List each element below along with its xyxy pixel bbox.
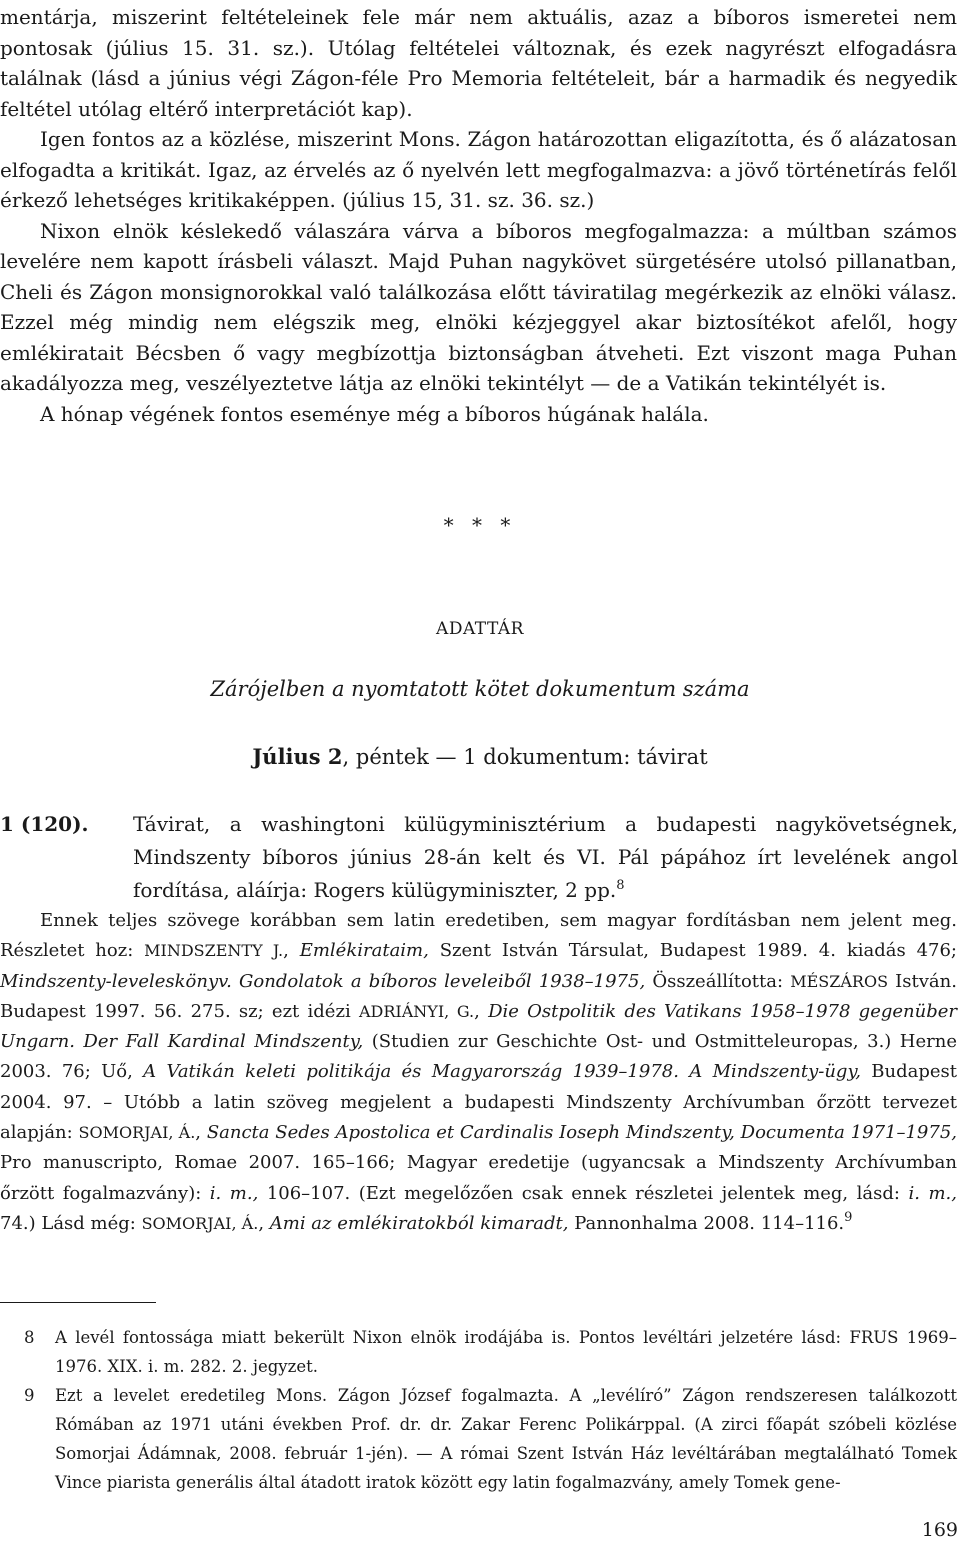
section-title: ADATTÁR	[436, 619, 524, 639]
note-text: Pro manuscripto, Romae 2007. 165–166; Magyar eredetije (ugyancsak a Mindszenty Archívumban őrzött fogalmazvány):	[0, 1152, 957, 1204]
work-title: A Vatikán keleti politikája és Magyarország 1939–1978. A Mindszenty-ügy,	[143, 1061, 861, 1083]
footnote	[0, 1381, 957, 1497]
author-name: SOMORJAI, Á.	[78, 1123, 196, 1143]
footnote	[0, 1323, 957, 1381]
note-text: 106–107. (Ezt megelőzően csak ennek részletei jelentek meg, lásd:	[258, 1182, 909, 1204]
note-paragraph	[0, 906, 957, 1239]
work-title: Ami az emlékiratokból kimaradt,	[269, 1212, 569, 1234]
footnote-number: 8	[24, 1328, 35, 1347]
document-note	[0, 906, 957, 1239]
work-title: i. m.,	[908, 1182, 958, 1204]
section-subtitle: Zárójelben a nyomtatott kötet dokumentum száma	[210, 677, 750, 701]
document-number: 1 (120).	[0, 812, 89, 836]
note-text: Ennek teljes szövege korábban sem latin eredetiben, sem magyar fordításban nem jelent meg. Részletet hoz:	[0, 910, 957, 962]
footnote-ref-8: 8	[616, 878, 625, 893]
body-text	[0, 2, 957, 429]
footnotes	[0, 1323, 957, 1497]
paragraph: A hónap végének fontos eseménye még a bíboros húgának halála.	[40, 401, 709, 426]
work-title: Mindszenty-leveleskönyv. Gondolatok a bíboros leveleiből 1938–1975,	[0, 970, 646, 992]
paragraph: Nixon elnök késlekedő válaszára várva a bíboros megfogalmazza: a múltban számos levelére nem kapott írásbeli választ. Majd Puhan nagykövet sürgetésére utolsó pillanatban, Cheli és Zágon monsignorokkal való találkozása előtt táviratilag megérkezik az elnöki válasz. Ezzel még mindig nem elégszik meg, elnöki kézjeggyel akar biztosítékot afelől, hogy emlékiratait Bécsben ő vagy megbízottja biztonságban átveheti. Ezt viszont maga Puhan akadályozza meg, veszélyeztetve látja az elnöki tekintélyt — de a Vatikán tekintélyét is.	[0, 218, 957, 395]
paragraph: Igen fontos az a közlése, miszerint Mons. Zágon határozottan eligazította, és ő alázatosan elfogadta a kritikát. Igaz, az érvelés az ő nyelvén lett megfogalmazva: a jövő történetírás felől érkező lehetséges kritikaképpen. (július 15, 31. sz. 36. sz.)	[0, 127, 957, 212]
date-heading	[0, 744, 960, 769]
page-number: 169	[921, 1519, 958, 1541]
paragraph: mentárja, miszerint feltételeinek fele már nem aktuális, azaz a bíboros ismeretei nem pontosak (július 15. 31. sz.). Utólag feltételei változnak, és ezek nagyrészt elfogadásra találnak (lásd a június végi Zágon-féle Pro Memoria feltételeit, bár a harmadik és negyedik feltétel utólag eltérő interpretációt kap).	[0, 5, 957, 121]
work-title: i. m.,	[209, 1182, 259, 1204]
work-title: Emlékirataim,	[299, 940, 429, 962]
footnote-ref-9: 9	[844, 1209, 853, 1225]
note-text: (Studien zur Geschichte Ost- und Ostmitteleuropas, 3.) Herne 2003. 76; Uő,	[0, 1031, 957, 1083]
work-title: Sancta Sedes Apostolica et Cardinalis Ioseph Mindszenty, Documenta 1971–1975,	[206, 1122, 958, 1144]
note-text: István. Budapest 1997. 56. 275. sz; ezt idézi	[0, 970, 957, 1022]
author-name: MINDSZENTY J.	[144, 941, 284, 961]
date-heading-bold: Július 2	[252, 744, 343, 769]
work-title: Die Ostpolitik des Vatikans 1958–1978 gegenüber Ungarn. Der Fall Kardinal Mindszenty,	[0, 1000, 957, 1053]
section-separator: * * *	[443, 513, 517, 537]
note-text: 74.) Lásd még:	[0, 1212, 142, 1234]
note-text: Összeállította:	[645, 970, 791, 992]
note-text: Szent István Társulat, Budapest 1989. 4. kiadás 476;	[428, 940, 957, 962]
footnote-text: A levél fontossága miatt bekerült Nixon elnök irodájába is. Pontos levéltári jelzetére lásd: FRUS 1969–1976. XIX. i. m. 282. 2. jegyzet.	[55, 1328, 957, 1376]
footnote-divider	[0, 1302, 156, 1303]
note-text: ,	[283, 940, 300, 962]
author-name: SOMORJAI, Á.	[141, 1213, 259, 1233]
author-name: ADRIÁNYI, G.	[358, 1001, 475, 1021]
document-description	[133, 808, 958, 907]
footnote-text: Ezt a levelet eredetileg Mons. Zágon József fogalmazta. A „levélíró” Zágon rendszeresen találkozott Rómában az 1971 utáni években Prof. dr. dr. Zakar Ferenc Polikárppal. (A zirci főapát szóbeli közlése Somorjai Ádámnak, 2008. február 1-jén). — A római Szent István Ház levéltárában megtalálható Tomek Vince piarista generális által átadott iratok között egy latin fogalmazvány, amely Tomek gene-	[55, 1386, 957, 1492]
document-text: Távirat, a washingtoni külügyminisztérium a budapesti nagykövetségnek, Mindszenty bíboros június 28-án kelt és VI. Pál pápához írt levelének angol fordítása, aláírja: Rogers külügyminiszter, 2 pp.	[133, 812, 958, 902]
note-text: ,	[258, 1212, 270, 1234]
note-text: Pannonhalma 2008. 114–116.	[568, 1212, 845, 1234]
footnote-number: 9	[24, 1386, 35, 1405]
note-text: ,	[474, 1000, 489, 1022]
note-text: ,	[195, 1122, 207, 1144]
author-name: MÉSZÁROS	[790, 971, 889, 991]
note-text: Budapest 2004. 97. – Utóbb a latin szöveg megjelent a budapesti Mindszenty Archívumban őrzött tervezet alapján:	[0, 1061, 957, 1144]
date-heading-rest: , péntek — 1 dokumentum: távirat	[342, 745, 708, 769]
